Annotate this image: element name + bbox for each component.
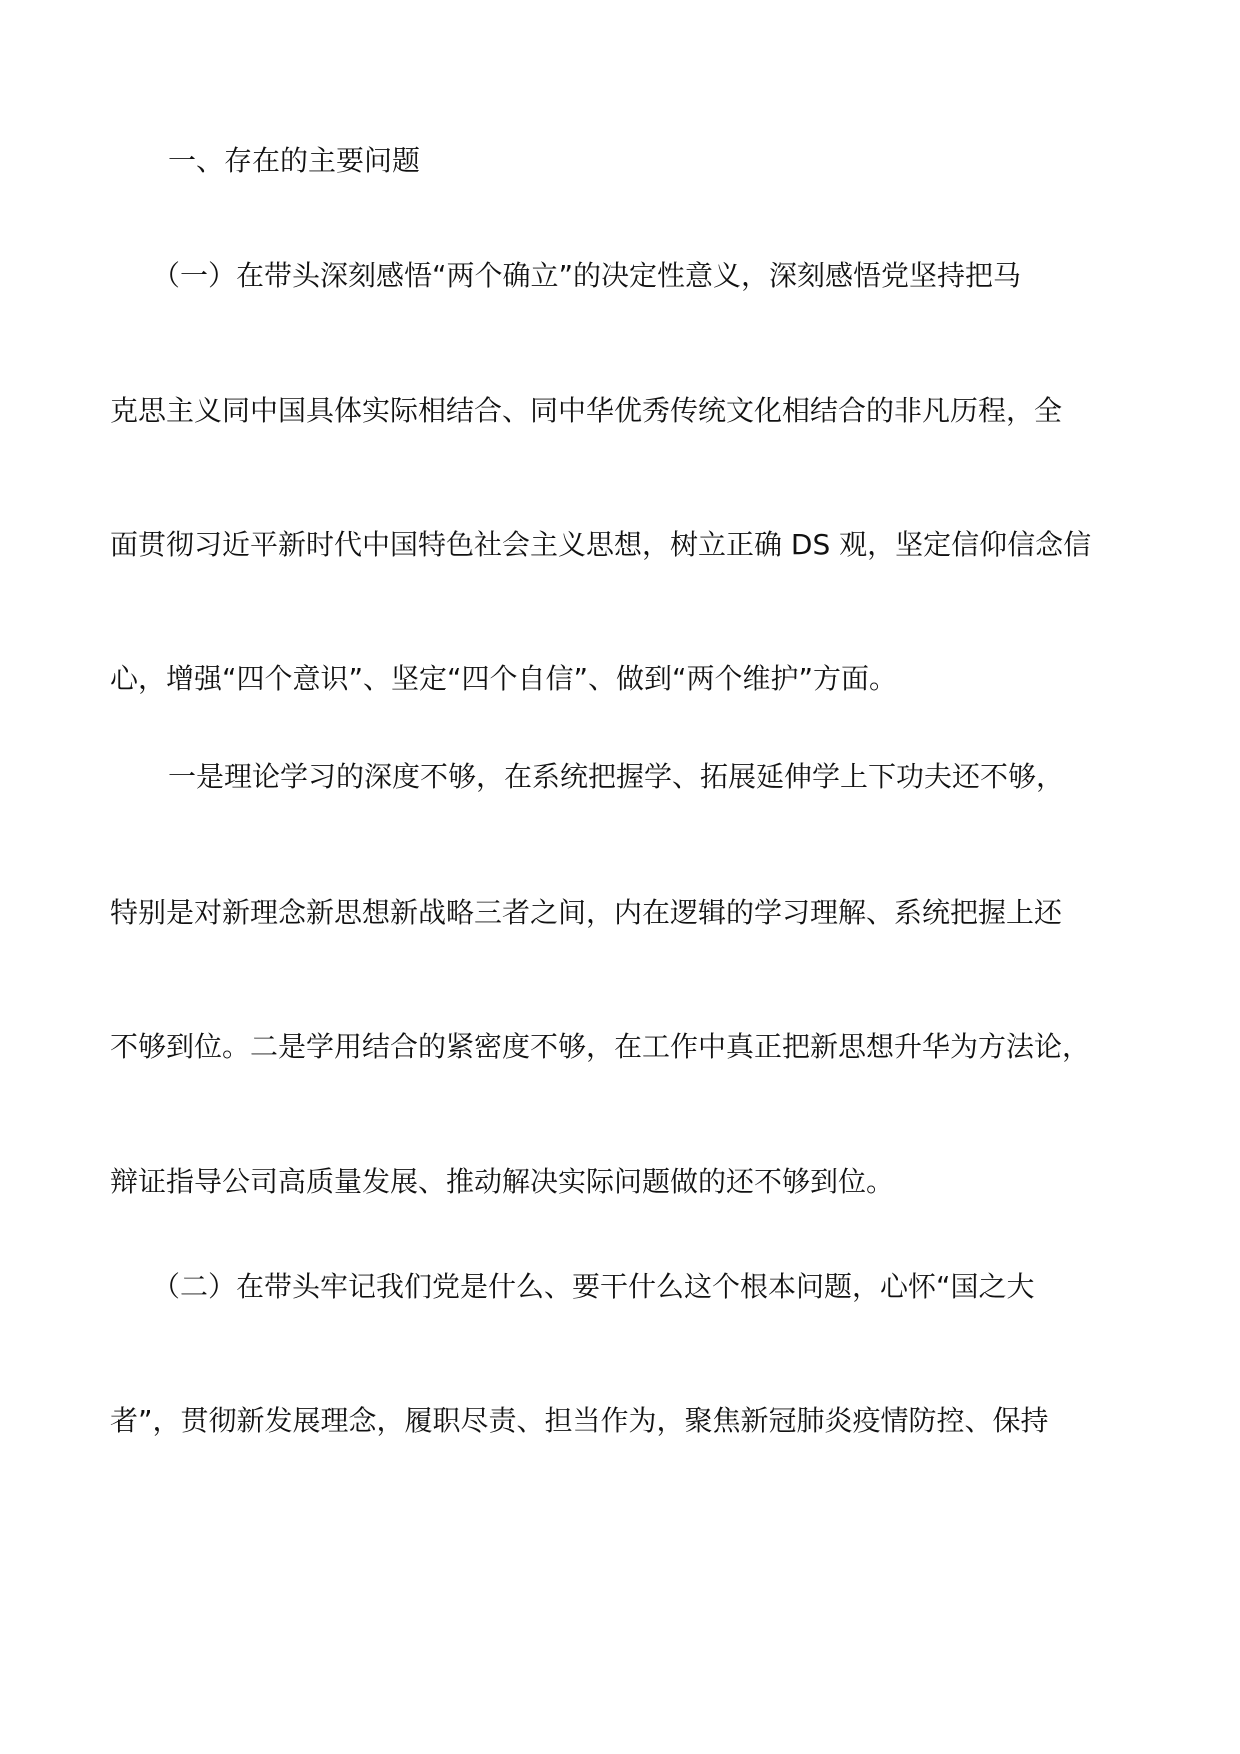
paragraph-line-3: 面贯彻习近平新时代中国特色社会主义思想，树立正确 DS 观，坚定信仰信念信: [110, 528, 1092, 561]
paragraph-line-8: 辩证指导公司高质量发展、推动解决实际问题做的还不够到位。: [110, 1165, 895, 1198]
paragraph-line-1: （一）在带头深刻感悟“两个确立”的决定性意义，深刻感悟党坚持把马: [152, 259, 1022, 292]
paragraph-line-2: 克思主义同中国具体实际相结合、同中华优秀传统文化相结合的非凡历程，全: [110, 394, 1063, 427]
paragraph-line-5: 一是理论学习的深度不够，在系统把握学、拓展延伸学上下功夫还不够，: [168, 760, 1065, 793]
paragraph-line-6: 特别是对新理念新思想新战略三者之间，内在逻辑的学习理解、系统把握上还: [110, 896, 1063, 929]
paragraph-line-7: 不够到位。二是学用结合的紧密度不够，在工作中真正把新思想升华为方法论，: [110, 1030, 1091, 1063]
paragraph-line-9: （二）在带头牢记我们党是什么、要干什么这个根本问题，心怀“国之大: [152, 1270, 1035, 1303]
section-heading: 一、存在的主要问题: [168, 144, 421, 177]
paragraph-line-10: 者”，贯彻新发展理念，履职尽责、担当作为，聚焦新冠肺炎疫情防控、保持: [110, 1404, 1049, 1437]
paragraph-line-4: 心，增强“四个意识”、坚定“四个自信”、做到“两个维护”方面。: [110, 662, 898, 695]
